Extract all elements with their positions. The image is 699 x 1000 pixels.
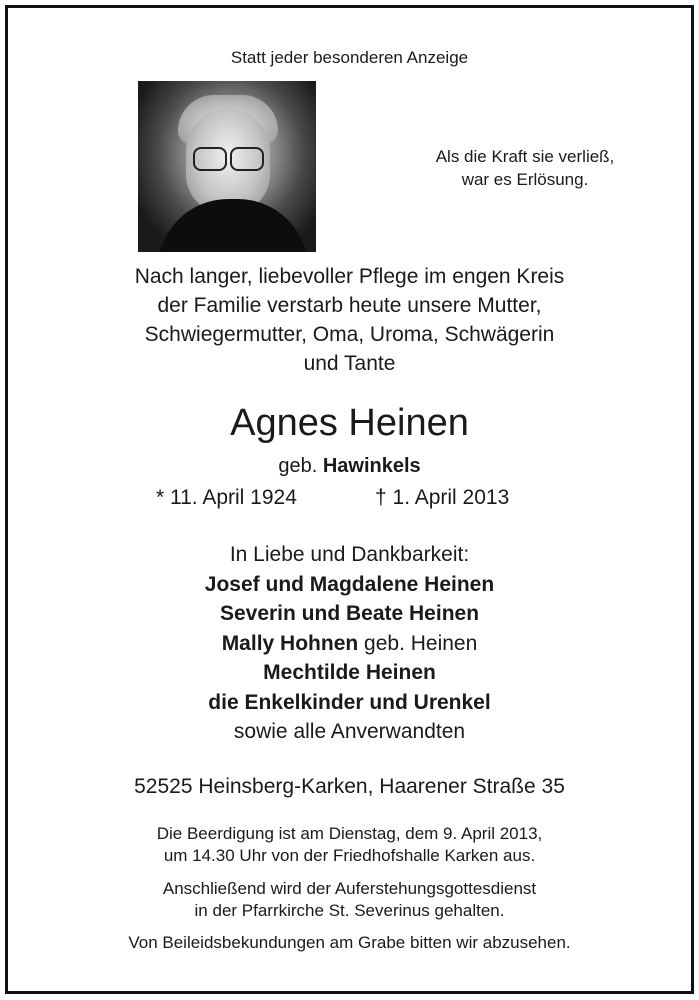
death-date: † 1. April 2013: [375, 486, 510, 509]
mourner-line-4: Mechtilde Heinen: [263, 661, 436, 684]
motto-line-2: war es Erlösung.: [461, 170, 589, 189]
mourner-line-3-name: Mally Hohnen: [221, 631, 359, 655]
intro-line-4: und Tante: [303, 352, 396, 375]
mourner-line-2: Severin und Beate Heinen: [219, 602, 480, 625]
mourner-line-5: die Enkelkinder und Urenkel: [208, 690, 491, 714]
birth-name: [0, 455, 699, 478]
portrait-photo: [138, 81, 316, 252]
family-address: 52525 Heinsberg-Karken, Haarener Straße 35: [134, 775, 565, 798]
mourners-heading: In Liebe und Dankbarkeit:: [229, 543, 470, 566]
mourners-block: [0, 540, 699, 747]
funeral-line-3: Anschließend wird der Auferstehungsgottesdienst: [162, 879, 537, 898]
service-details: [0, 878, 699, 922]
intro-line-3: Schwiegermutter, Oma, Uroma, Schwägerin: [144, 323, 555, 346]
intro-line-1: Nach langer, liebevoller Pflege im engen Kreis: [134, 265, 565, 288]
notice-header: Statt jeder besonderen Anzeige: [230, 48, 469, 67]
mourner-line-6: sowie alle Anverwandten: [233, 720, 466, 743]
photo-glasses-left: [193, 147, 227, 171]
funeral-line-4: in der Pfarrkirche St. Severinus gehalten.: [194, 901, 505, 920]
funeral-line-2: um 14.30 Uhr von der Friedhofshalle Karken aus.: [163, 846, 536, 865]
funeral-details: [0, 823, 699, 867]
intro-text: [0, 262, 699, 378]
deceased-name: Agnes Heinen: [230, 402, 469, 444]
mourner-line-1: Josef und Magdalene Heinen: [204, 572, 495, 596]
funeral-line-1: Die Beerdigung ist am Dienstag, dem 9. April 2013,: [156, 824, 543, 843]
intro-line-2: der Familie verstarb heute unsere Mutter,: [157, 294, 542, 317]
birth-name-value: Hawinkels: [322, 455, 421, 477]
birth-date: * 11. April 1924: [156, 486, 297, 509]
photo-shoulders: [158, 199, 308, 252]
birth-name-prefix: geb.: [278, 455, 318, 477]
condolence-note: Von Beileidsbekundungen am Grabe bitten wir abzusehen.: [128, 933, 571, 952]
mourner-line-3: [0, 629, 699, 659]
photo-glasses-right: [230, 147, 264, 171]
mourner-line-3-rest: geb. Heinen: [358, 631, 478, 655]
motto-line-1: Als die Kraft sie verließ,: [435, 147, 615, 166]
